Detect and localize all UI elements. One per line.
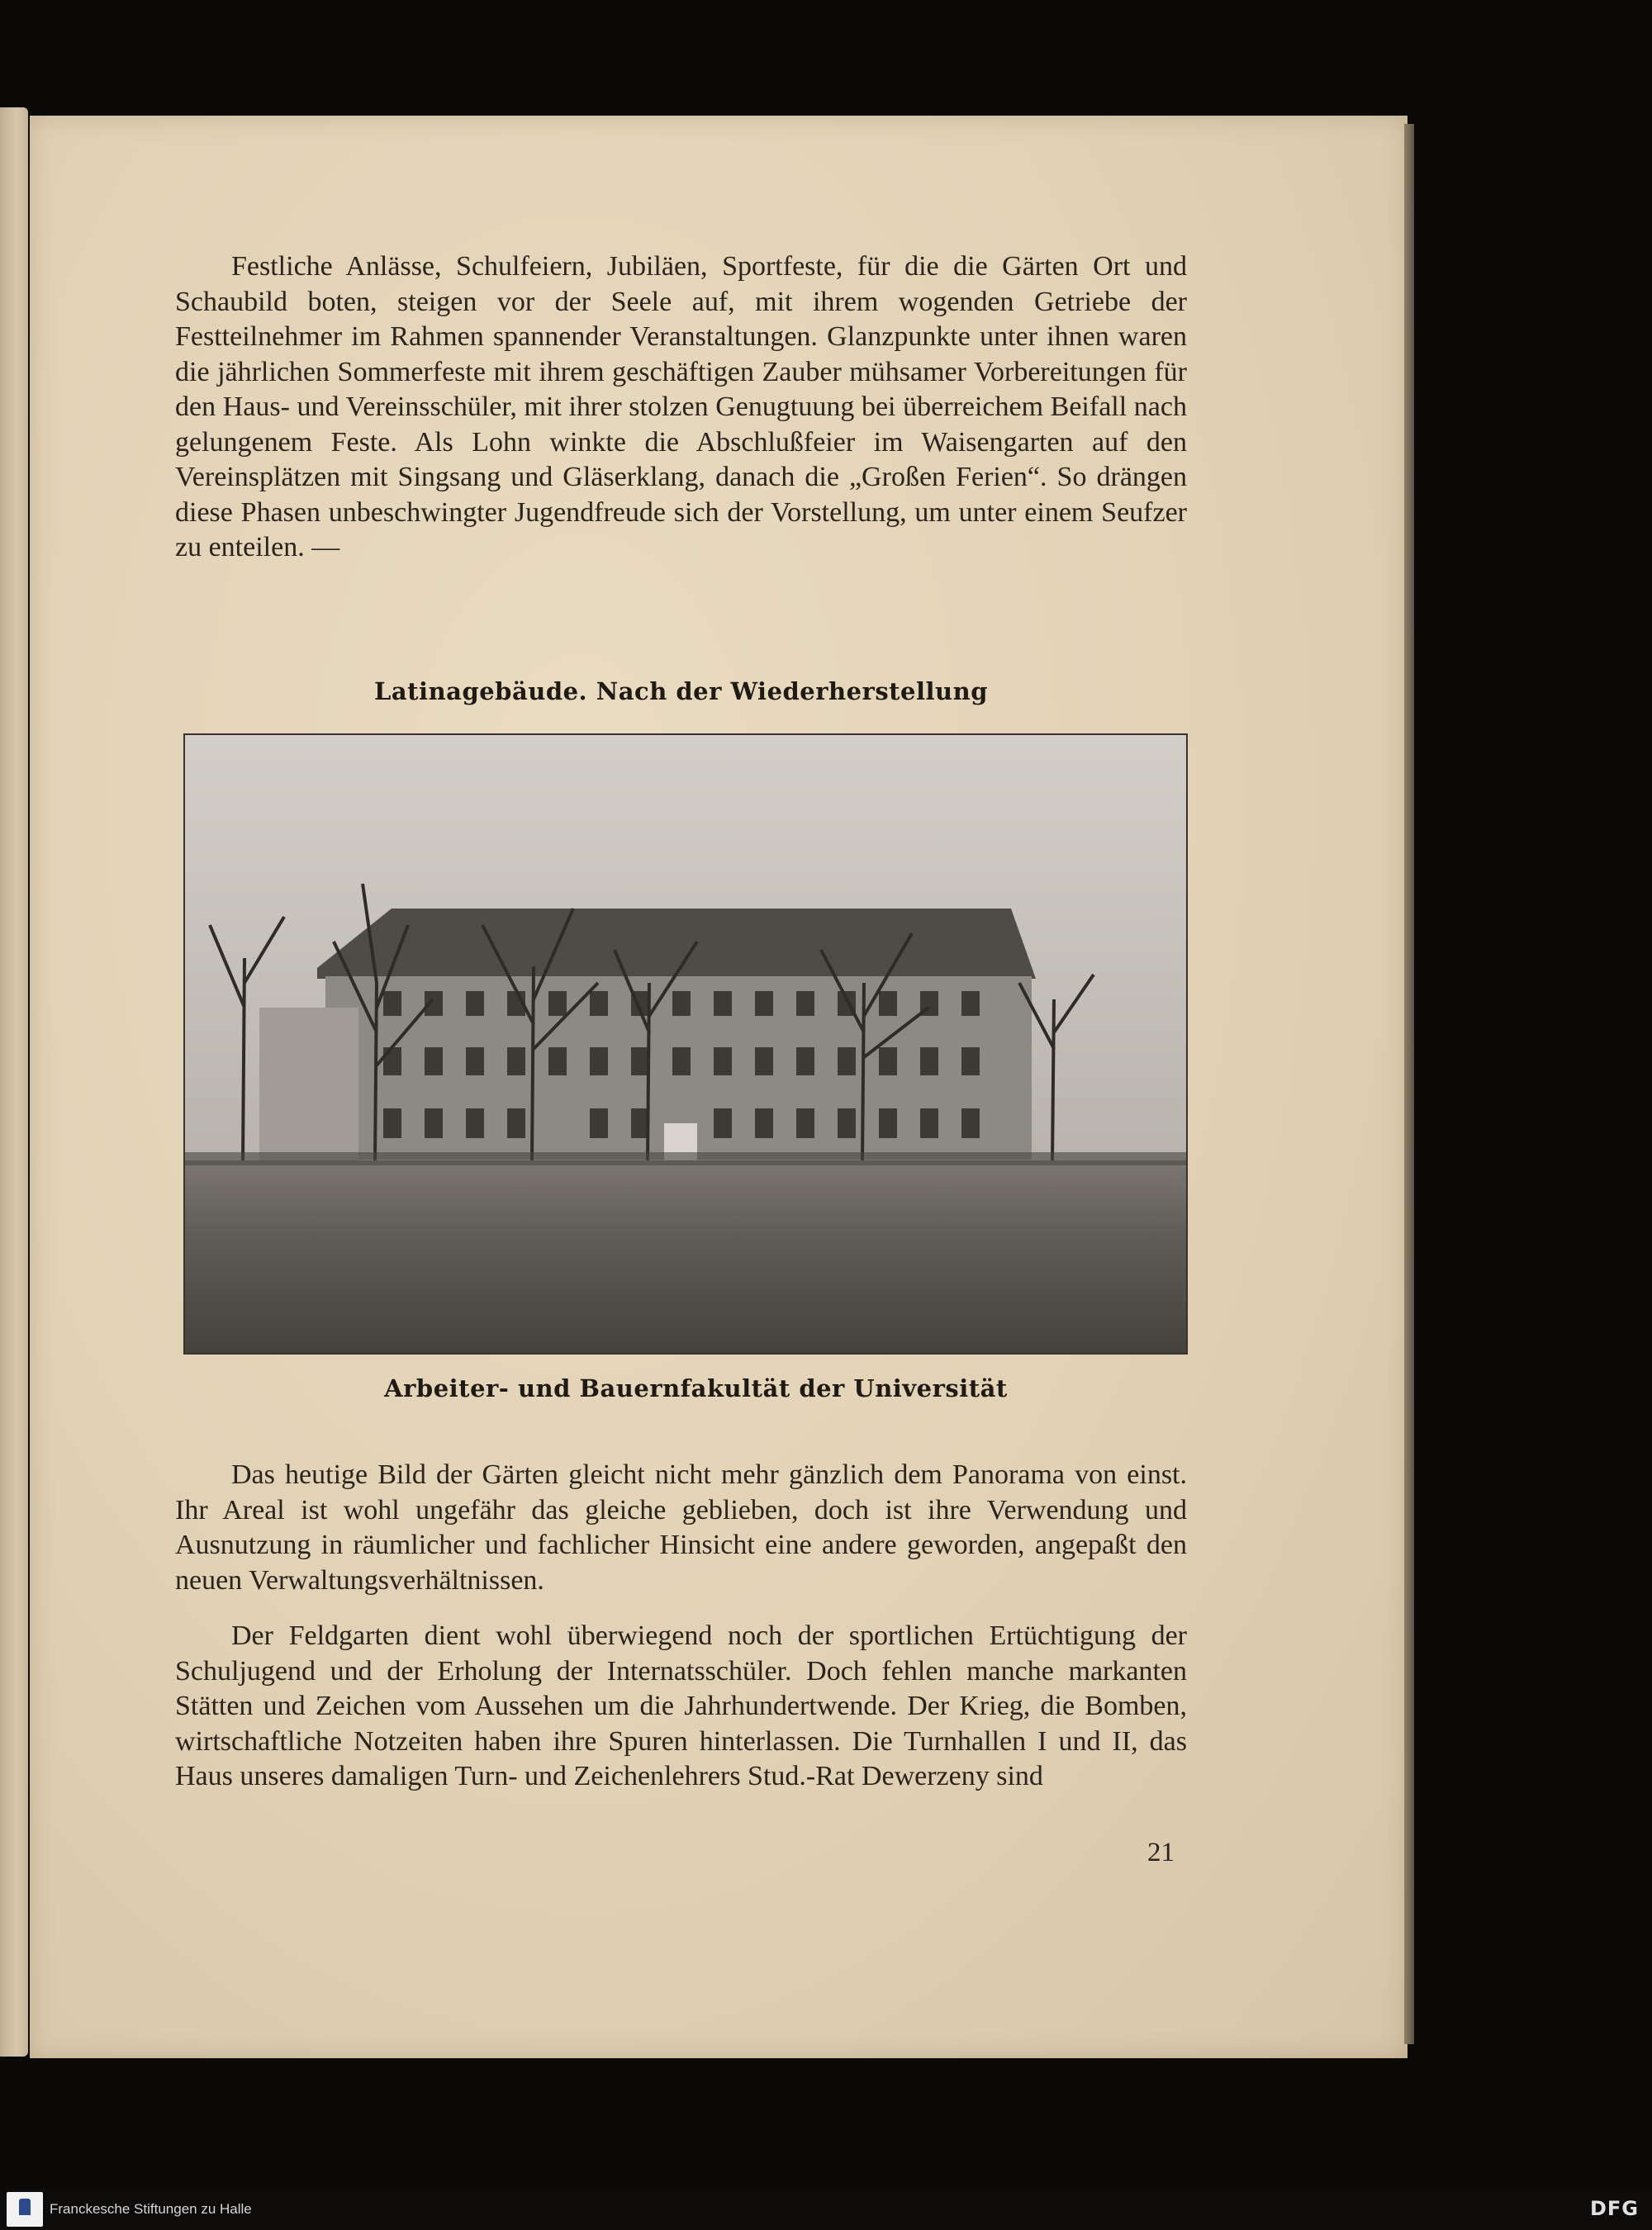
paragraph-text: Festliche Anlässe, Schulfeiern, Jubiläen, Sportfeste, für die die Gärten Ort und Schaubild boten, steigen vor der Seele auf, mit ihrem wogenden Getriebe der Festteilnehmer im Rahmen spannender Veranstaltungen. Glanzpunkte unter ihnen waren die jährlichen Sommerfeste mit ihrem geschäftigen Zauber mühsamer Vorbereitungen für den Haus- und Vereinsschüler, mit ihrer stolzen Genugtuung bei überreichem Beifall nach gelungenem Feste. Als Lohn winkte die Abschlußfeier im Waisengarten auf den Vereinsplätzen mit Singsang und Gläserklang, danach die „Großen Ferien“. So drängen diese Phasen unbeschwingter Jugendfreude sich der Vorstellung, um unter einem Seufzer zu enteilen. — — [175, 251, 1187, 562]
institution-name: Franckesche Stiftungen zu Halle — [50, 2201, 252, 2217]
photo-caption-bottom: Arbeiter- und Bauernfakultät der Universität — [384, 1374, 1008, 1402]
page-number: 21 — [1147, 1838, 1175, 1867]
photo-caption-top: Latinagebäude. Nach der Wiederherstellung — [373, 677, 988, 705]
paragraph-text: Der Feldgarten dient wohl überwiegend noch der sportlichen Ertüchtigung der Schuljugend und der Erholung der Internatsschüler. Doch fehlen manche markanten Stätten und Zeichen vom Aussehen um die Jahrhundertwende. Der Krieg, die Bomben, wirtschaftliche Notzeiten haben ihre Spuren hinterlassen. Die Turnhallen I und II, das Haus unseres damaligen Turn- und Zeichenlehrers Stud.-Rat Dewerzeny sind — [175, 1620, 1187, 1791]
paragraph-present-gardens — [175, 1458, 1187, 1598]
paragraph-festivities — [175, 249, 1187, 566]
dfg-logo: DFG — [1589, 2197, 1639, 2220]
building-photo — [183, 733, 1188, 1355]
hedge — [185, 1152, 1186, 1165]
lawn — [185, 1160, 1186, 1353]
page-stack-edge — [1404, 124, 1414, 2044]
paragraph-text: Das heutige Bild der Gärten gleicht nicht mehr gänzlich dem Panorama von einst. Ihr Areal ist wohl ungefähr das gleiche geblieben, doch ist ihre Verwendung und Ausnutzung in räumlicher und fachlicher Hinsicht eine andere geworden, angepaßt den neuen Verwaltungsverhältnissen. — [175, 1459, 1187, 1596]
viewer-footer — [0, 2189, 1652, 2230]
institution-logo-icon — [7, 2192, 43, 2227]
building-photo-illustration — [185, 735, 1186, 1353]
paragraph-feldgarten — [175, 1619, 1187, 1795]
previous-page-edge — [0, 107, 28, 2057]
